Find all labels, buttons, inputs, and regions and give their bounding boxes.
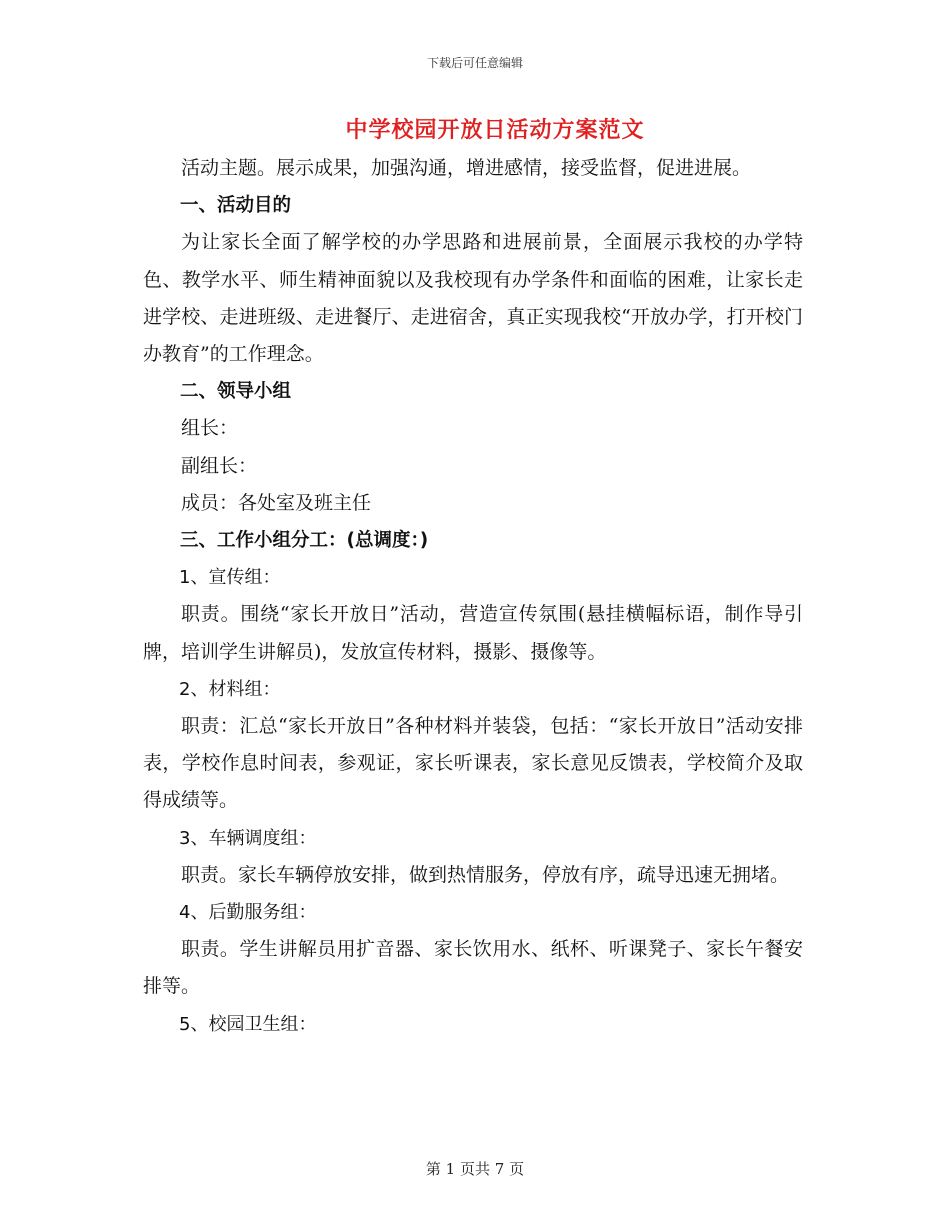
materials-duties: 职责：汇总“家长开放日”各种材料并装袋，包括：“家长开放日”活动安排表，学校作息时间表，参观证，家长听课表，家长意见反馈表，学校简介及取得成绩等。 (143, 715, 803, 812)
subheading-logistics: 4、后勤服务组： (179, 902, 317, 924)
page-number: 第 1 页共 7 页 (425, 1160, 525, 1178)
leader-line: 组长： (181, 417, 239, 440)
document-body (143, 150, 803, 1043)
logistics-duties: 职责。学生讲解员用扩音器、家长饮用水、纸杯、听课凳子、家长午餐安排等。 (143, 938, 803, 998)
members-line: 成员：各处室及班主任 (181, 491, 372, 514)
vehicles-duties: 职责。家长车辆停放安排，做到热情服务，停放有序，疏导迅速无拥堵。 (181, 863, 790, 886)
deputy-leader-line: 副组长： (181, 454, 258, 477)
subheading-publicity: 1、宣传组： (179, 567, 281, 589)
section-heading-leadership: 二、领导小组 (180, 381, 292, 403)
document-title: 中学校园开放日活动方案范文 (345, 117, 645, 143)
subheading-vehicles: 3、车辆调度组： (179, 827, 317, 849)
subheading-sanitation: 5、校园卫生组： (179, 1013, 317, 1035)
section-heading-purpose: 一、活动目的 (180, 195, 292, 217)
section-heading-division: 三、工作小组分工：(总调度：) (180, 530, 429, 552)
theme-paragraph: 活动主题。展示成果，加强沟通，增进感情，接受监督，促进进展。 (181, 157, 752, 179)
subheading-materials: 2、材料组： (179, 678, 281, 700)
header-note: 下载后可任意编辑 (426, 56, 523, 70)
purpose-paragraph: 为让家长全面了解学校的办学思路和进展前景，全面展示我校的办学特色、教学水平、师生精神面貌以及我校现有办学条件和面临的困难，让家长走进学校、走进班级、走进餐厅、走进宿舍，真正实现我校“开放办学，打开校门办教育”的工作理念。 (143, 231, 803, 366)
publicity-duties: 职责。围绕“家长开放日”活动，营造宣传氛围(悬挂横幅标语，制作导引牌，培训学生讲解员)，发放宣传材料，摄影、摄像等。 (143, 603, 803, 663)
